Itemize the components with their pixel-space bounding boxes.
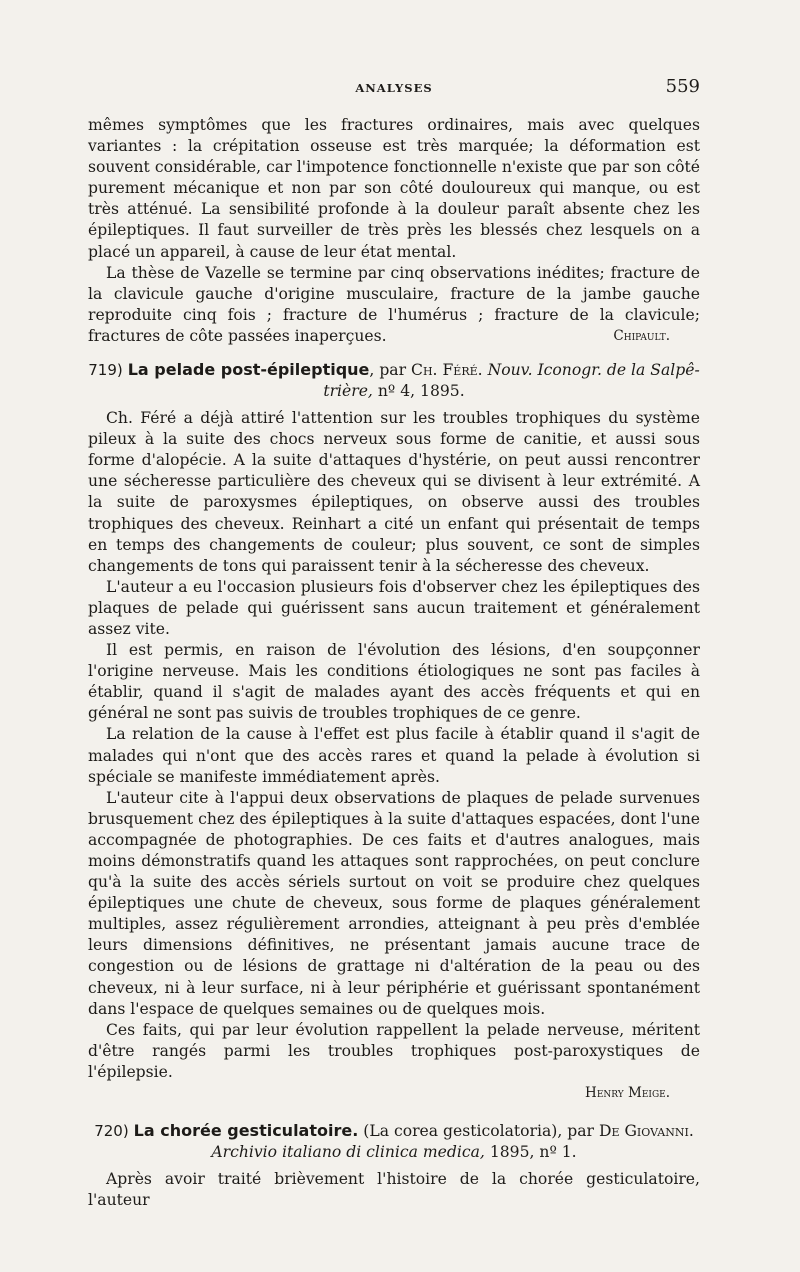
entry-author: De Giovanni. [598,1122,694,1141]
entry-by: , par [369,361,407,380]
signature-meige: Henry Meige. [585,1085,670,1102]
paragraph: Il est permis, en raison de l'évolution des lésions, d'en soupçonner l'origine nerveuse. Mais les conditions étiologiques ne sont pas faciles à établir, quand il s'agit de malades ayant des accès fréquents et qui en général ne sont pas suivis de troubles trophiques de ce genre. [88,641,700,723]
entry-journal: Nouv. Iconogr. de la Salpê- [487,361,700,380]
entry-number: 720) [94,1122,129,1141]
entry-719-heading [88,359,700,402]
paragraph: Ces faits, qui par leur évolution rappellent la pelade nerveuse, méritent d'être rangés parmi les troubles trophiques post-paroxystiques de l'épilepsie. [88,1020,700,1081]
entry-title: La pelade post-épileptique [127,360,370,380]
entry-subtitle: (La corea gesticolatoria), par [363,1122,595,1141]
paragraph: Après avoir traité brièvement l'histoire de la chorée gesticulatoire, l'auteur [88,1170,700,1210]
entry-journal-cont: trière, [323,382,373,401]
paragraph: L'auteur a eu l'occasion plusieurs fois d'observer chez les épileptiques des plaques de pelade qui guérissent sans aucun traitement et généralement assez vite. [88,577,700,638]
entry-title: La chorée gesticulatoire. [133,1121,359,1141]
entry-author: Ch. Féré. [411,361,483,380]
entry-720-heading [88,1120,700,1163]
paragraph: L'auteur cite à l'appui deux observations de plaques de pelade survenues brusquement chez des épileptiques à la suite d'attaques espacées, dont l'une accompagnée de photographies. De ces faits et d'autres analogues, mais moins démonstratifs quand les attaques sont rapprochées, on peut conclure qu'à la suite des accès sériels surtout on voit se produire chez quelques épileptiques une chute de cheveux, sous forme de plaques généralement multiples, assez régulièrement arrondies, atteignant à peu près d'emblée leurs dimensions définitives, ne présentant jamais aucune trace de congestion ou de lésions de grattage ni d'altération de la peau ou des cheveux, ni à leur surface, ni à leur périphérie et guérissant spontanément dans l'espace de quelques semaines ou de quelques mois. [88,788,700,1018]
entry-issue: nº 4, 1895. [377,382,465,401]
paragraph-text: La thèse de Vazelle se termine par cinq observations inédites; fracture de la clavicule gauche d'origine musculaire, fracture de la jambe gauche reproduite cinq fois ; fracture de l'humérus ; fracture de la clavicule; fractures de côte passées inaperçues. [88,263,700,345]
entry-issue: 1895, nº 1. [489,1143,577,1162]
entry-journal: Archivio italiano di clinica medica, [211,1143,485,1162]
entry-number: 719) [88,361,123,380]
running-title: ANALYSES [355,81,433,95]
signature-chipault: Chipault. [613,327,670,344]
running-head [88,76,700,100]
paragraph [88,263,700,347]
paragraph: mêmes symptômes que les fractures ordinaires, mais avec quelques variantes : la crépitation osseuse est très marquée; la déformation est souvent considérable, car l'impotence fonctionnelle n'existe que par son côté purement mécanique et non par son côté douloureux qui manque, ou est très atténué. La sensibilité profonde à la douleur paraît absente chez les épileptiques. Il faut surveiller de très près les blessés chez lesquels on a placé un appareil, à cause de leur état mental. [88,116,700,261]
paragraph: Ch. Féré a déjà attiré l'attention sur les troubles trophiques du système pileux à la suite des chocs nerveux sous forme de canitie, et aussi sous forme d'alopécie. A la suite d'attaques d'hystérie, on peut aussi rencontrer une sécheresse particulière des cheveux qui se divisent à leur extrémité. A la suite de paroxysmes épileptiques, on observe aussi des troubles trophiques des cheveux. Reinhart a cité un enfant qui présentait de temps en temps des changements de couleur; plus souvent, ce sont de simples changements de tons qui paraissent tenir à la sécheresse des cheveux. [88,409,700,575]
body-text [88,115,700,1211]
page-number: 559 [665,76,700,97]
paragraph: La relation de la cause à l'effet est plus facile à établir quand il s'agit de malades qui n'ont que des accès rares et quand la pelade à évolution si spéciale se manifeste immédiatement après. [88,725,700,786]
